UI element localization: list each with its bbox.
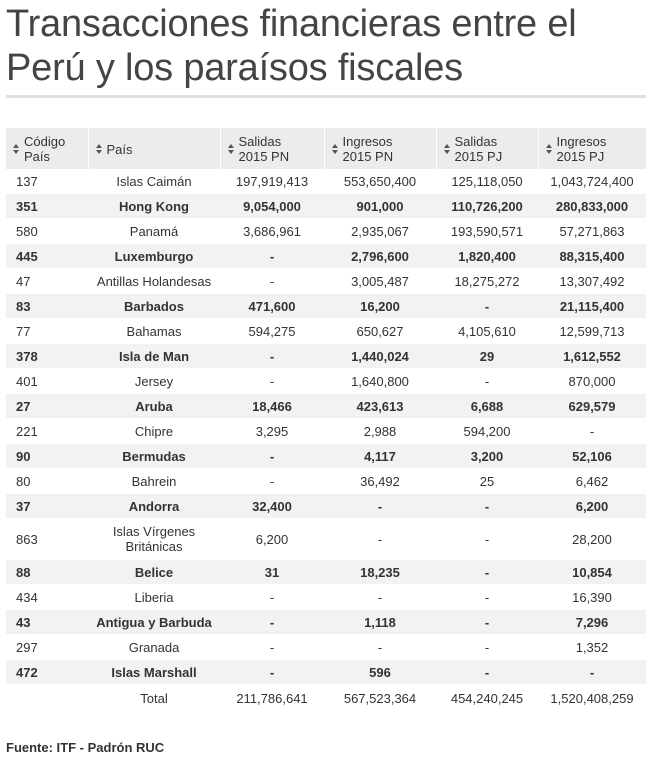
cell-salidas-pn: 9,054,000: [220, 194, 324, 219]
cell-ingresos-pj: 870,000: [538, 369, 646, 394]
cell-salidas-pn: 471,600: [220, 294, 324, 319]
column-header-label: Código: [24, 133, 66, 149]
cell-code: 83: [6, 294, 88, 319]
total-ingresos-pn: 567,523,364: [324, 685, 436, 713]
total-salidas-pj: 454,240,245: [436, 685, 538, 713]
cell-ingresos-pj: 629,579: [538, 394, 646, 419]
cell-ingresos-pn: 2,796,600: [324, 244, 436, 269]
cell-salidas-pj: -: [436, 369, 538, 394]
table-row: [6, 269, 646, 294]
cell-salidas-pn: -: [220, 635, 324, 660]
cell-code: 434: [6, 585, 88, 610]
cell-ingresos-pn: 16,200: [324, 294, 436, 319]
cell-country: Jersey: [88, 369, 220, 394]
cell-ingresos-pj: 280,833,000: [538, 194, 646, 219]
cell-code: 80: [6, 469, 88, 494]
cell-salidas-pj: 1,820,400: [436, 244, 538, 269]
cell-empty: [6, 685, 88, 713]
cell-salidas-pj: 29: [436, 344, 538, 369]
source-note: Fuente: ITF - Padrón RUC: [6, 740, 165, 755]
cell-salidas-pj: 4,105,610: [436, 319, 538, 344]
cell-code: 47: [6, 269, 88, 294]
cell-ingresos-pn: 36,492: [324, 469, 436, 494]
cell-ingresos-pj: 6,200: [538, 494, 646, 519]
table-row: [6, 519, 646, 560]
cell-ingresos-pj: 52,106: [538, 444, 646, 469]
cell-salidas-pn: -: [220, 244, 324, 269]
cell-code: 445: [6, 244, 88, 269]
cell-salidas-pj: -: [436, 294, 538, 319]
cell-code: 297: [6, 635, 88, 660]
cell-ingresos-pj: -: [538, 419, 646, 444]
cell-ingresos-pn: 3,005,487: [324, 269, 436, 294]
sort-arrows-icon: [227, 143, 236, 155]
table-row: [6, 319, 646, 344]
column-header-ingresos-pj[interactable]: [538, 128, 646, 169]
cell-ingresos-pn: 18,235: [324, 560, 436, 585]
cell-country: Isla de Man: [88, 344, 220, 369]
cell-salidas-pn: 3,295: [220, 419, 324, 444]
cell-ingresos-pn: 1,640,800: [324, 369, 436, 394]
cell-code: 580: [6, 219, 88, 244]
table-row: [6, 419, 646, 444]
cell-ingresos-pj: 1,043,724,400: [538, 169, 646, 194]
cell-code: 43: [6, 610, 88, 635]
cell-ingresos-pn: 1,118: [324, 610, 436, 635]
table-row: [6, 494, 646, 519]
table-row: [6, 294, 646, 319]
cell-ingresos-pn: -: [324, 585, 436, 610]
cell-country: Granada: [88, 635, 220, 660]
cell-salidas-pn: 32,400: [220, 494, 324, 519]
cell-country: Antigua y Barbuda: [88, 610, 220, 635]
cell-ingresos-pj: 16,390: [538, 585, 646, 610]
total-label: Total: [88, 685, 220, 713]
cell-country: Liberia: [88, 585, 220, 610]
cell-ingresos-pn: 4,117: [324, 444, 436, 469]
table-row: [6, 635, 646, 660]
table-row: [6, 244, 646, 269]
table-row: [6, 610, 646, 635]
table-body: [6, 169, 646, 713]
page-title: Transacciones financieras entre el Perú y los paraísos fiscales: [6, 3, 577, 89]
cell-code: 863: [6, 519, 88, 560]
cell-salidas-pj: 3,200: [436, 444, 538, 469]
column-header-label: 2015 PJ: [454, 148, 503, 164]
column-header-label: Ingresos: [342, 133, 393, 149]
column-header-label: País: [106, 141, 133, 157]
cell-ingresos-pj: 6,462: [538, 469, 646, 494]
cell-salidas-pj: -: [436, 494, 538, 519]
column-header-label: 2015 PN: [342, 148, 394, 164]
cell-salidas-pn: 3,686,961: [220, 219, 324, 244]
cell-code: 221: [6, 419, 88, 444]
cell-country: Bahamas: [88, 319, 220, 344]
cell-salidas-pn: -: [220, 444, 324, 469]
cell-ingresos-pn: 2,988: [324, 419, 436, 444]
cell-code: 88: [6, 560, 88, 585]
title-divider: [6, 95, 646, 98]
cell-code: 401: [6, 369, 88, 394]
table-row: [6, 394, 646, 419]
cell-salidas-pj: -: [436, 660, 538, 685]
cell-code: 137: [6, 169, 88, 194]
cell-country: Hong Kong: [88, 194, 220, 219]
cell-ingresos-pn: -: [324, 494, 436, 519]
cell-salidas-pj: 6,688: [436, 394, 538, 419]
column-header-label: 2015 PN: [238, 148, 290, 164]
cell-salidas-pn: 197,919,413: [220, 169, 324, 194]
table-row: [6, 469, 646, 494]
cell-salidas-pj: -: [436, 610, 538, 635]
table-row: [6, 585, 646, 610]
data-table: [6, 128, 646, 713]
cell-ingresos-pj: 1,352: [538, 635, 646, 660]
cell-ingresos-pj: -: [538, 660, 646, 685]
cell-salidas-pn: -: [220, 660, 324, 685]
cell-salidas-pn: -: [220, 344, 324, 369]
table-row: [6, 169, 646, 194]
sort-arrows-icon: [545, 143, 554, 155]
cell-salidas-pj: 594,200: [436, 419, 538, 444]
cell-salidas-pn: -: [220, 369, 324, 394]
cell-ingresos-pn: -: [324, 635, 436, 660]
total-salidas-pn: 211,786,641: [220, 685, 324, 713]
cell-country: Aruba: [88, 394, 220, 419]
cell-salidas-pj: 125,118,050: [436, 169, 538, 194]
cell-country: Belice: [88, 560, 220, 585]
sort-arrows-icon: [331, 143, 340, 155]
cell-country: Barbados: [88, 294, 220, 319]
cell-salidas-pn: 18,466: [220, 394, 324, 419]
cell-country: Andorra: [88, 494, 220, 519]
table-row: [6, 369, 646, 394]
cell-salidas-pj: -: [436, 519, 538, 560]
cell-country: Islas Marshall: [88, 660, 220, 685]
cell-country: Bahrein: [88, 469, 220, 494]
cell-ingresos-pj: 57,271,863: [538, 219, 646, 244]
column-header-code[interactable]: [6, 128, 88, 169]
table-row: [6, 444, 646, 469]
cell-ingresos-pn: -: [324, 519, 436, 560]
cell-code: 90: [6, 444, 88, 469]
cell-ingresos-pn: 423,613: [324, 394, 436, 419]
cell-ingresos-pj: 7,296: [538, 610, 646, 635]
column-header-label: Salidas: [238, 133, 282, 149]
cell-salidas-pn: 31: [220, 560, 324, 585]
column-header-country[interactable]: [88, 128, 220, 169]
cell-ingresos-pn: 1,440,024: [324, 344, 436, 369]
cell-code: 472: [6, 660, 88, 685]
cell-salidas-pn: 594,275: [220, 319, 324, 344]
cell-country: Antillas Holandesas: [88, 269, 220, 294]
cell-ingresos-pj: 1,612,552: [538, 344, 646, 369]
sort-arrows-icon: [443, 143, 452, 155]
cell-salidas-pj: 110,726,200: [436, 194, 538, 219]
cell-salidas-pn: 6,200: [220, 519, 324, 560]
cell-code: 77: [6, 319, 88, 344]
cell-ingresos-pn: 901,000: [324, 194, 436, 219]
cell-ingresos-pn: 553,650,400: [324, 169, 436, 194]
cell-salidas-pn: -: [220, 610, 324, 635]
cell-code: 37: [6, 494, 88, 519]
cell-ingresos-pj: 13,307,492: [538, 269, 646, 294]
column-header-label: Ingresos: [556, 133, 607, 149]
column-header-ingresos-pn[interactable]: [324, 128, 436, 169]
cell-salidas-pj: 193,590,571: [436, 219, 538, 244]
cell-salidas-pn: -: [220, 269, 324, 294]
cell-country: Islas Caimán: [88, 169, 220, 194]
cell-salidas-pj: -: [436, 635, 538, 660]
cell-country: Chipre: [88, 419, 220, 444]
cell-salidas-pj: -: [436, 585, 538, 610]
cell-code: 351: [6, 194, 88, 219]
column-header-label: Salidas: [454, 133, 498, 149]
cell-code: 27: [6, 394, 88, 419]
table-row: [6, 219, 646, 244]
cell-ingresos-pj: 12,599,713: [538, 319, 646, 344]
total-row: [6, 685, 646, 713]
cell-country: Bermudas: [88, 444, 220, 469]
cell-salidas-pn: -: [220, 585, 324, 610]
table-row: [6, 344, 646, 369]
cell-ingresos-pn: 650,627: [324, 319, 436, 344]
column-header-label: 2015 PJ: [556, 148, 605, 164]
cell-ingresos-pn: 596: [324, 660, 436, 685]
column-header-salidas-pj[interactable]: [436, 128, 538, 169]
cell-salidas-pj: -: [436, 560, 538, 585]
cell-salidas-pn: -: [220, 469, 324, 494]
table-row: [6, 660, 646, 685]
table-header-row: [6, 128, 646, 169]
cell-country: Islas Vírgenes Británicas: [88, 519, 220, 560]
cell-salidas-pj: 25: [436, 469, 538, 494]
cell-ingresos-pj: 10,854: [538, 560, 646, 585]
cell-ingresos-pj: 88,315,400: [538, 244, 646, 269]
cell-country: Panamá: [88, 219, 220, 244]
table-row: [6, 194, 646, 219]
total-ingresos-pj: 1,520,408,259: [538, 685, 646, 713]
sort-arrows-icon: [12, 143, 21, 155]
column-header-salidas-pn[interactable]: [220, 128, 324, 169]
cell-salidas-pj: 18,275,272: [436, 269, 538, 294]
cell-ingresos-pj: 28,200: [538, 519, 646, 560]
cell-ingresos-pn: 2,935,067: [324, 219, 436, 244]
cell-country: Luxemburgo: [88, 244, 220, 269]
cell-code: 378: [6, 344, 88, 369]
column-header-label: País: [24, 148, 51, 164]
cell-ingresos-pj: 21,115,400: [538, 294, 646, 319]
table-row: [6, 560, 646, 585]
sort-arrows-icon: [95, 143, 104, 155]
